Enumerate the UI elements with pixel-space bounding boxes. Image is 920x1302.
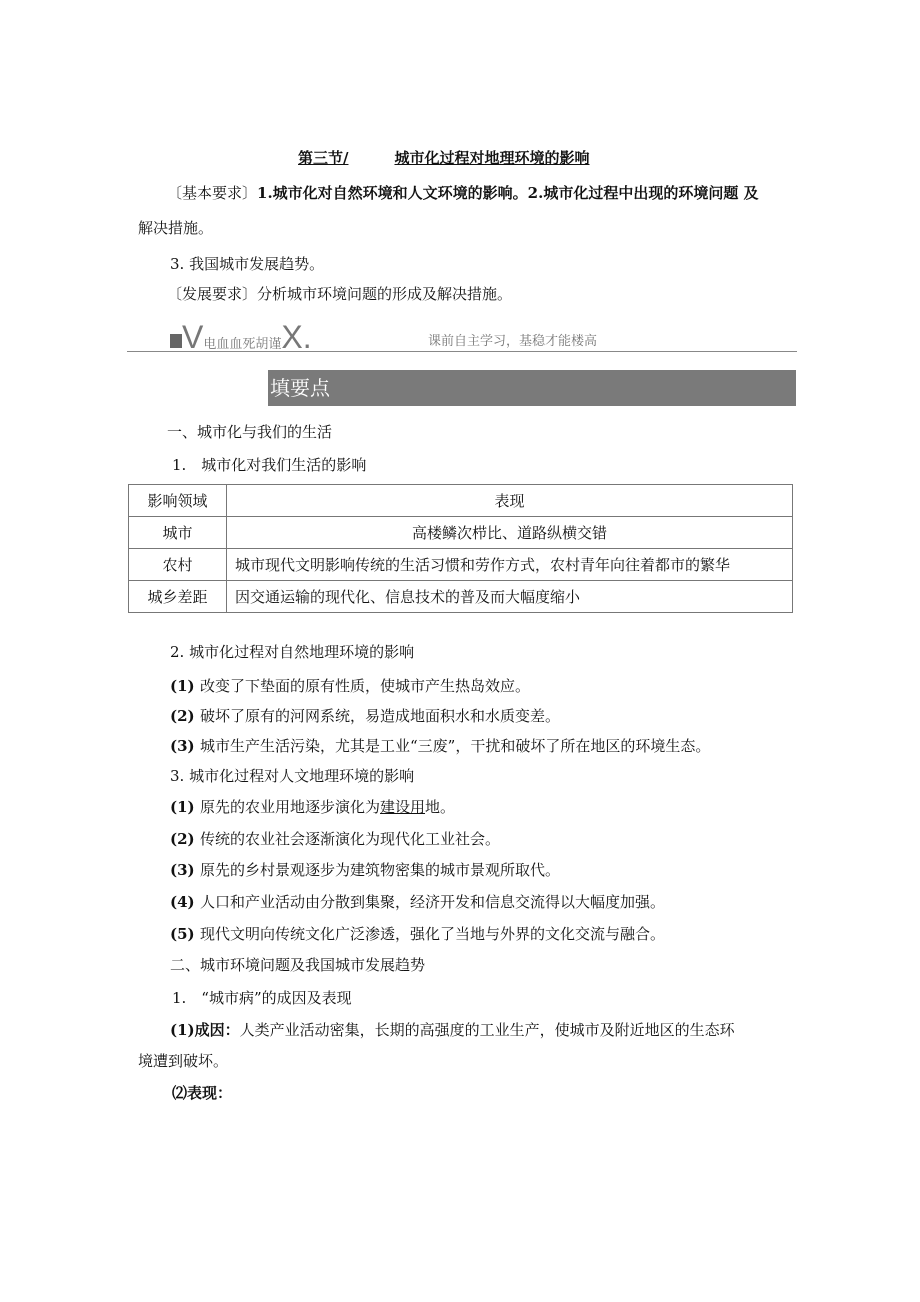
list-item [170, 676, 530, 696]
banner-small: 电血血死胡谨 [203, 337, 282, 352]
list-item [170, 829, 500, 849]
cause-line [170, 1020, 735, 1040]
list-item [170, 736, 710, 756]
list-item [170, 924, 665, 944]
table-header [129, 485, 793, 517]
text: 改变了下垫面的原有性质，使城市产生热岛效应。 [200, 677, 531, 695]
list-item [170, 706, 560, 726]
table-row [129, 549, 793, 581]
header-cell: 表现 [227, 485, 793, 517]
text: 人口和产业活动由分散到集聚，经济开发和信息交流得以大幅度加强。 [200, 893, 666, 911]
heading-1: 一、城市化与我们的生活 [167, 423, 333, 441]
text: 人类产业活动密集，长期的高强度的工业生产，使城市及附近地区的生态环 [239, 1021, 735, 1039]
big-x: X. [281, 319, 312, 355]
cell: 城乡差距 [129, 581, 227, 613]
text: 城市生产生活污染，尤其是工业“三废”，干扰和破坏了所在地区的环境生态。 [200, 737, 711, 755]
list-item [170, 860, 560, 880]
num: (2) [170, 830, 195, 848]
num: (3) [170, 737, 195, 755]
subheading: 1. 城市化对我们生活的影响 [172, 456, 367, 474]
develop-req [167, 284, 512, 304]
text: 原先的农业用地逐步演化为 [200, 798, 381, 816]
impact-table [128, 484, 793, 613]
big-v: V [182, 319, 204, 355]
num: (1) [170, 798, 195, 816]
text: 分析城市环境问题的形成及解决措施。 [257, 285, 513, 303]
table-row [129, 517, 793, 549]
cell: 因交通运输的现代化、信息技术的普及而大幅度缩小 [227, 581, 793, 613]
cell: 城市现代文明影响传统的生活习惯和劳作方式，农村青年向往着都市的繁华 [227, 549, 793, 581]
subheading: 1. “城市病”的成因及表现 [172, 989, 352, 1007]
header-cell: 影响领域 [129, 485, 227, 517]
show-label: ⑵表现： [172, 1084, 233, 1102]
cell: 城市 [129, 517, 227, 549]
heading-4: 二、城市环境问题及我国城市发展趋势 [170, 956, 426, 974]
text: 原先的乡村景观逐步为建筑物密集的城市景观所取代。 [200, 861, 561, 879]
list-item [170, 892, 665, 912]
basic-line3: 3. 我国城市发展趋势。 [170, 255, 325, 273]
text: 地。 [425, 798, 456, 816]
cell: 农村 [129, 549, 227, 581]
text: 1.城市化对自然环境和人文环境的影响。2.城市化过程中出现的环境问题 及 [257, 184, 759, 202]
banner-left [170, 319, 312, 360]
heading-3: 3. 城市化过程对人文地理环境的影响 [170, 767, 415, 785]
table-row [129, 581, 793, 613]
basic-line2: 解决措施。 [138, 219, 214, 237]
text: 现代文明向传统文化广泛渗透，强化了当地与外界的文化交流与融合。 [200, 925, 666, 943]
num: (3) [170, 861, 195, 879]
num: (5) [170, 925, 195, 943]
label: 〔发展要求〕 [167, 285, 258, 303]
section-number: 第三节/ [298, 149, 349, 167]
square-icon [170, 334, 182, 348]
section-box: 填要点 [268, 370, 796, 406]
title [298, 148, 590, 168]
list-item [170, 797, 455, 817]
basic-req [167, 183, 759, 203]
num: (1) [170, 677, 195, 695]
num: (4) [170, 893, 195, 911]
label: (1)成因： [170, 1021, 240, 1039]
cell: 高楼鳞次栉比、道路纵横交错 [227, 517, 793, 549]
label: 〔基本要求〕 [167, 184, 258, 202]
banner-right: 课前自主学习，基稳才能楼高 [428, 334, 598, 349]
num: (2) [170, 707, 195, 725]
text: 传统的农业社会逐渐演化为现代化工业社会。 [200, 830, 501, 848]
section-title: 城市化过程对地理环境的影响 [394, 149, 590, 167]
underlined-text: 建设用 [380, 798, 426, 816]
divider [127, 351, 797, 352]
text: 破坏了原有的河网系统，易造成地面积水和水质变差。 [200, 707, 561, 725]
heading-2: 2. 城市化过程对自然地理环境的影响 [170, 643, 415, 661]
cause-line2: 境遭到破坏。 [138, 1052, 229, 1070]
